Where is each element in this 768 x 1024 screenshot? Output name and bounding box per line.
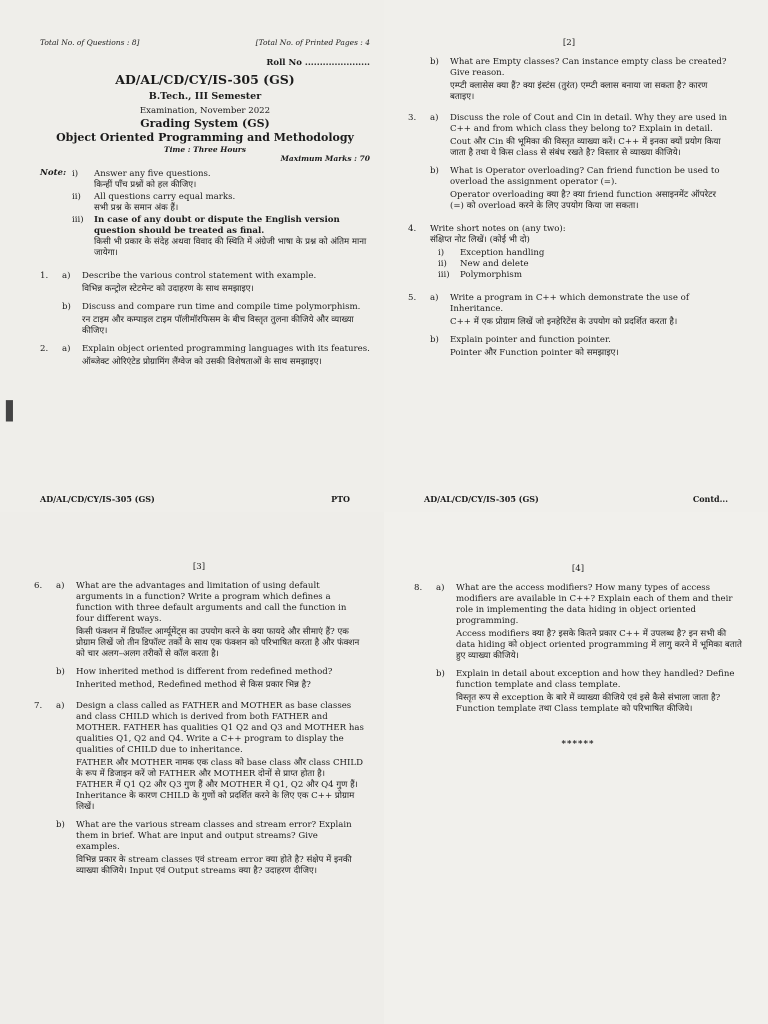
question-2a: 2. a) Explain object oriented programming languages with its features. ऑब्जेक्ट ओरिएंटेड प्रोग्रामिंग लैंग्वेज को उसकी विशेषताओं के साथ समझाइए। xyxy=(40,343,370,367)
page-4 xyxy=(384,512,768,1024)
question-7a: 7. a) Design a class called as FATHER and MOTHER as base classes and class CHILD which is derived from both FATHER and MOTHER. FATHER has qualities Q1 Q2 and Q3 and MOTHER has qualities Q1, Q2 and Q4. Write a C++ program to display the qualities of CHILD due to inheritance. FATHER और MOTHER नामक एक class को base class और class CHILD के रूप में डिजाइन करें जो FATHER और MOTHER दोनों से प्राप्त होता है। FATHER में Q1 Q2 और Q3 गुण हैं और MOTHER में Q1, Q2 और Q4 गुण हैं। Inheritance के कारण CHILD के गुणों को प्रदर्शित करने के लिए एक C++ प्रोग्राम लिखें। xyxy=(34,701,364,812)
exam: Examination, November 2022 xyxy=(139,105,271,116)
end-marker: ****** xyxy=(561,739,595,749)
time: Time : Three Hours xyxy=(164,144,246,154)
question-5b: b) Explain pointer and function pointer. Pointer और Function pointer को समझाइए। xyxy=(430,335,619,358)
list-item: ii) New and delete xyxy=(438,259,529,269)
subject-title: Object Oriented Programming and Methodology xyxy=(56,130,354,144)
page-2 xyxy=(384,0,768,512)
note-item: iii) In case of any doubt or dispute the English version question should be treated as final. किसी भी प्रकार के संदेह अथवा विवाद की स्थिति में अंग्रेजी भाषा के प्रश्न को अंतिम माना जायेगा। xyxy=(72,214,367,258)
question-6b: b) How inherited method is different from redefined method? Inherited method, Redefined method से किस प्रकार भिन्न है? xyxy=(56,667,333,690)
page-3 xyxy=(0,512,384,1024)
question-5a: 5. a) Write a program in C++ which demonstrate the use of Inheritance. C++ में एक प्रोग्राम लिखें जो इनहेरिटेंस के उपयोग को प्रदर्शित करता है। xyxy=(408,293,690,327)
question-2b: b) What are Empty classes? Can instance empty class be created? Give reason. एम्प्टी क्लासेस क्या हैं? क्या इंस्टंस (तुरंत) एम्प्टी क्लास बनाया जा सकता है? कारण बताइए। xyxy=(430,57,727,102)
page-number: [2] xyxy=(562,38,576,48)
question-8b: b) Explain in detail about exception and how they handled? Define function template and class template. विस्तृत रूप से exception के बारे में व्याख्या कीजिये एवं इसे कैसे संभाला जाता है? Function template तथा Class template को परिभाषित कीजिये। xyxy=(436,669,735,714)
list-item: i) Exception handling xyxy=(438,248,545,258)
question-1a: 1. a) Describe the various control statement with example. विभिन्न कन्ट्रोल स्टेटमेन्ट को उदाहरण के साथ समझाइए। xyxy=(40,270,317,294)
roll-no: Roll No ...................... xyxy=(266,57,370,68)
total-questions: Total No. of Questions : 8] xyxy=(40,38,140,47)
question-8a: 8. a) What are the access modifiers? How many types of access modifiers are available in C++? Explain each of them and their role in implementing the data hiding in object oriented programming. Access modifiers क्या है? इसके कितने प्रकार C++ में उपलब्ध है? इन सभी की data hiding को object oriented programming में लागु करने में भूमिका बताते हुए व्याख्या कीजिये। xyxy=(414,583,742,661)
list-item: iii) Polymorphism xyxy=(438,270,522,280)
instructions xyxy=(40,168,370,259)
paper-code: AD/AL/CD/CY/IS-305 (GS) xyxy=(115,72,295,88)
short-notes-list xyxy=(438,248,730,281)
question-7b: b) What are the various stream classes and stream error? Explain them in brief. What are input and output streams? Give examples. विभिन्न प्रकार के stream classes एवं stream error क्या होते है? संक्षेप में इनकी व्याख्या कीजिये। Input एवं Output streams क्या है? उदाहरण दीजिए। xyxy=(56,820,352,876)
note-item: ii) All questions carry equal marks. सभी प्रश्न के समान अंक हैं। xyxy=(72,191,236,213)
question-1b: b) Discuss and compare run time and compile time polymorphism. रन टाइम और कम्पाइल टाइम पॉलीमॉरफिसम के बीच विस्तृत तुलना कीजिये और व्याख्या कीजिए। xyxy=(62,301,361,336)
margin-mark: ▌ xyxy=(6,401,20,422)
grading-system: Grading System (GS) xyxy=(140,116,270,130)
page-number: [4] xyxy=(571,564,585,574)
question-6a: 6. a) What are the advantages and limitation of using default arguments in a function? Write a program which defines a function with three default arguments and call the function in four different ways. किसी फंक्शन में डिफॉल्ट आर्ग्यूमेंट्स का उपयोग करने के क्या फायदे और सीमाएं हैं? एक प्रोग्राम लिखें जो तीन डिफॉल्ट तर्कों के साथ एक फंक्शन को परिभाषित करता है और फंक्शन को चार अलग–अलग तरीकों से कॉल करता है। xyxy=(34,581,360,659)
course: B.Tech., III Semester xyxy=(148,91,262,103)
header-counts xyxy=(40,38,370,48)
note-label: Note: xyxy=(40,167,67,178)
question-3b: b) What is Operator overloading? Can friend function be used to overload the assignment operator (=). Operator overloading क्या है? क्या friend function असाइनमेंट ऑपरेटर (=) को overload करने के लिए उपयोग किया जा सकता। xyxy=(430,166,720,211)
page-number: [3] xyxy=(192,562,206,572)
page-footer: AD/AL/CD/CY/IS-305 (GS) PTO xyxy=(40,493,350,504)
note-item: i) Answer any five questions. किन्हीं पाँच प्रश्नों को हल कीजिए। xyxy=(72,168,211,190)
page-1 xyxy=(0,0,384,512)
question-4: 4. Write short notes on (any two): संक्षिप्त नोट लिखें। (कोई भी दो) i) Exception handling ii) New and delete iii) Polymorphism xyxy=(408,224,730,281)
page-footer: AD/AL/CD/CY/IS-305 (GS) Contd... xyxy=(424,493,728,504)
question-3a: 3. a) Discuss the role of Cout and Cin in detail. Why they are used in C++ and from which class they belong to? Explain in detail. Cout और Cin की भूमिका की विस्तृत व्याख्या करें। C++ में इनका क्यों प्रयोग किया जाता है तथा ये किस class से संबंध रखते है? विस्तार से व्याख्या कीजिये। xyxy=(408,113,727,158)
max-marks: Maximum Marks : 70 xyxy=(280,154,370,164)
total-pages: [Total No. of Printed Pages : 4 xyxy=(255,38,370,47)
